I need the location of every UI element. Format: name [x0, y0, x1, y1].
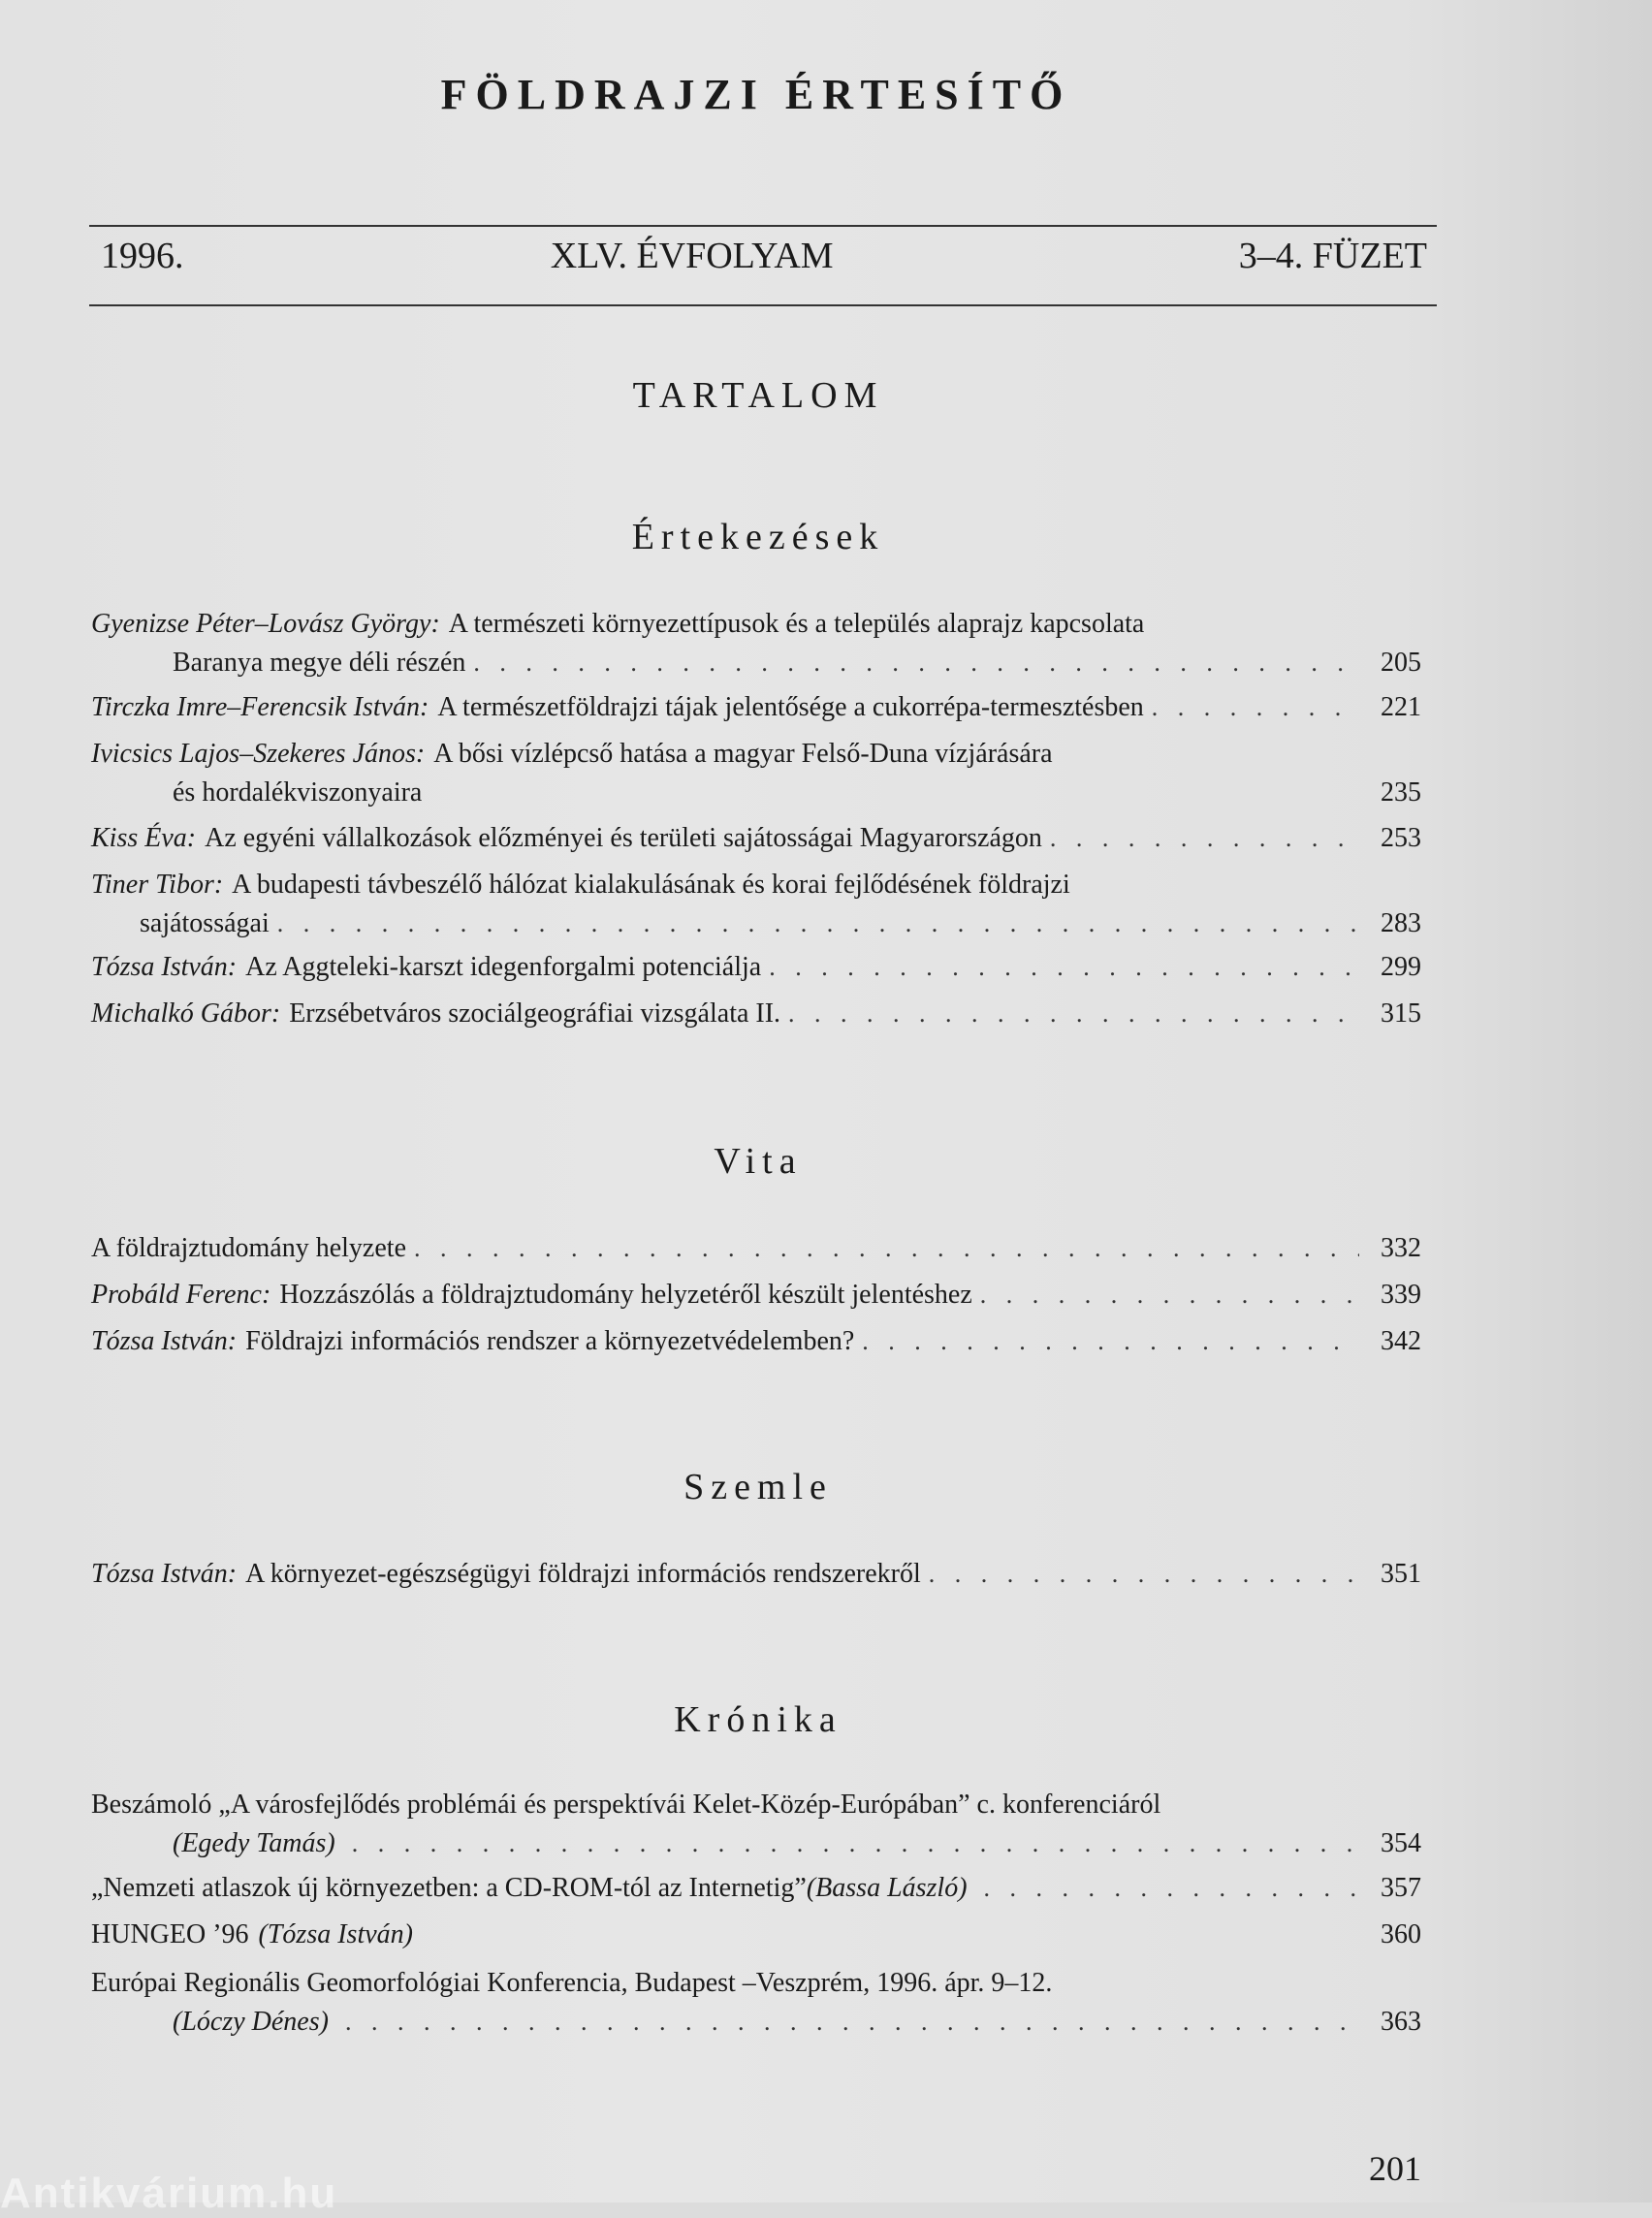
- entry-title: Európai Regionális Geomorfológiai Konferencia, Budapest –Veszprém, 1996. ápr. 9–12.: [91, 1968, 1053, 1998]
- leader-dots: [929, 1555, 1359, 1594]
- entry-author: Michalkó Gábor:: [91, 998, 281, 1029]
- entry-title: A természeti környezettípusok és a település alaprajz kapcsolata: [448, 609, 1145, 639]
- entry-author: Gyenizse Péter–Lovász György:: [91, 609, 440, 639]
- toc-entry[interactable]: [91, 1322, 1421, 1361]
- entry-page: 253: [1381, 823, 1421, 853]
- leader-dots: [1050, 819, 1359, 858]
- entry-page: 221: [1381, 692, 1421, 722]
- toc-entry[interactable]: [91, 1276, 1421, 1315]
- entry-author: Tózsa István:: [91, 1326, 238, 1356]
- entry-author: Tózsa István:: [91, 952, 238, 982]
- entry-page: 339: [1381, 1280, 1421, 1310]
- journal-title: FÖLDRAJZI ÉRTESÍTŐ: [440, 71, 1072, 118]
- entry-title: Földrajzi információs rendszer a környezetvédelemben?: [245, 1326, 855, 1356]
- contents-title: TARTALOM: [632, 375, 884, 416]
- section-title-vita: Vita: [714, 1141, 803, 1182]
- toc-entry[interactable]: [91, 605, 1421, 682]
- leader-dots: [862, 1322, 1359, 1361]
- entry-title: HUNGEO ’96: [91, 1919, 249, 1949]
- leader-dots: [980, 1276, 1359, 1315]
- toc-entry[interactable]: [91, 866, 1421, 943]
- entry-reporter: (Egedy Tamás): [173, 1828, 335, 1858]
- entry-title: Beszámoló „A városfejlődés problémái és perspektívái Kelet-Közép-Európában” c. konferenciáról: [91, 1790, 1161, 1820]
- watermark: Antikvárium.hu: [0, 2170, 338, 2217]
- leader-dots: [277, 904, 1359, 943]
- header-rule-top: [89, 225, 1437, 227]
- section-title-szemle: Szemle: [683, 1467, 833, 1507]
- leader-dots: [473, 644, 1359, 682]
- entry-author: Tirczka Imre–Ferencsik István:: [91, 692, 429, 722]
- entry-title: „Nemzeti atlaszok új környezetben: a CD-ROM-tól az Internetig”: [91, 1873, 807, 1903]
- toc-entry[interactable]: [91, 948, 1421, 987]
- entry-author: Tózsa István:: [91, 1559, 238, 1589]
- entry-author: Kiss Éva:: [91, 823, 197, 853]
- toc-entry[interactable]: [91, 1555, 1421, 1594]
- section-title-ertekezesek: Értekezések: [631, 517, 885, 557]
- entry-author: Ivicsics Lajos–Szekeres János:: [91, 739, 426, 769]
- entry-page: 360: [1381, 1919, 1421, 1949]
- issue-year: 1996.: [101, 236, 184, 276]
- toc-entry[interactable]: [91, 735, 1421, 812]
- entry-page: 299: [1381, 952, 1421, 982]
- toc-entry[interactable]: [91, 995, 1421, 1033]
- toc-entry[interactable]: [91, 1229, 1421, 1268]
- toc-entry[interactable]: [91, 1916, 1421, 1954]
- entry-page: 332: [1381, 1233, 1421, 1263]
- entry-title: A környezet-egészségügyi földrajzi információs rendszerekről: [245, 1559, 921, 1589]
- entry-title: Hozzászólás a földrajztudomány helyzetéről készült jelentéshez: [279, 1280, 972, 1310]
- leader-dots: [414, 1229, 1359, 1268]
- entry-page: 235: [1381, 777, 1421, 808]
- page-number: 201: [1369, 2149, 1421, 2188]
- entry-page: 315: [1381, 998, 1421, 1029]
- entry-title: Az egyéni vállalkozások előzményei és területi sajátosságai Magyarországon: [205, 823, 1042, 853]
- entry-page: 283: [1381, 908, 1421, 938]
- issue-info: [101, 235, 1427, 277]
- entry-title: A budapesti távbeszélő hálózat kialakulásának és korai fejlődésének földrajzi: [232, 870, 1070, 900]
- entry-title-cont: Baranya megye déli részén: [173, 648, 466, 678]
- entry-page: 351: [1381, 1559, 1421, 1589]
- entry-title: Erzsébetváros szociálgeográfiai vizsgálata II.: [289, 998, 781, 1029]
- toc-entry[interactable]: [91, 1786, 1421, 1863]
- toc-entry[interactable]: [91, 819, 1421, 858]
- leader-dots: [984, 1869, 1359, 1908]
- entry-title: Az Aggteleki-karszt idegenforgalmi potenciálja: [245, 952, 762, 982]
- entry-page: 205: [1381, 648, 1421, 678]
- entry-page: 342: [1381, 1326, 1421, 1356]
- leader-dots: [345, 2003, 1359, 2042]
- entry-reporter: (Tózsa István): [258, 1919, 413, 1949]
- entry-title: A természetföldrajzi tájak jelentősége a cukorrépa-termesztésben: [437, 692, 1144, 722]
- entry-author: Tiner Tibor:: [91, 870, 224, 900]
- entry-page: 354: [1381, 1828, 1421, 1858]
- entry-title: A bősi vízlépcső hatása a magyar Felső-Duna vízjárására: [433, 739, 1053, 769]
- entry-reporter: (Lóczy Dénes): [173, 2007, 329, 2037]
- toc-entry[interactable]: [91, 1869, 1421, 1908]
- entry-page: 363: [1381, 2007, 1421, 2037]
- section-title-kronika: Krónika: [674, 1699, 842, 1740]
- toc-entry[interactable]: [91, 1964, 1421, 2042]
- leader-dots: [1152, 688, 1359, 727]
- entry-title-cont: sajátosságai: [140, 908, 270, 938]
- issue-number: 3–4. FÜZET: [1238, 236, 1427, 276]
- entry-page: 357: [1381, 1873, 1421, 1903]
- entry-title-cont: és hordalékviszonyaira: [173, 777, 423, 808]
- header-rule-bottom: [89, 304, 1437, 306]
- entry-author: Probáld Ferenc:: [91, 1280, 271, 1310]
- toc-entry[interactable]: [91, 688, 1421, 727]
- issue-volume: XLV. ÉVFOLYAM: [550, 236, 834, 276]
- leader-dots: [352, 1824, 1359, 1863]
- entry-title: A földrajztudomány helyzete: [91, 1233, 406, 1263]
- leader-dots: [769, 948, 1359, 987]
- leader-dots: [788, 995, 1359, 1033]
- entry-reporter: (Bassa László): [806, 1873, 968, 1903]
